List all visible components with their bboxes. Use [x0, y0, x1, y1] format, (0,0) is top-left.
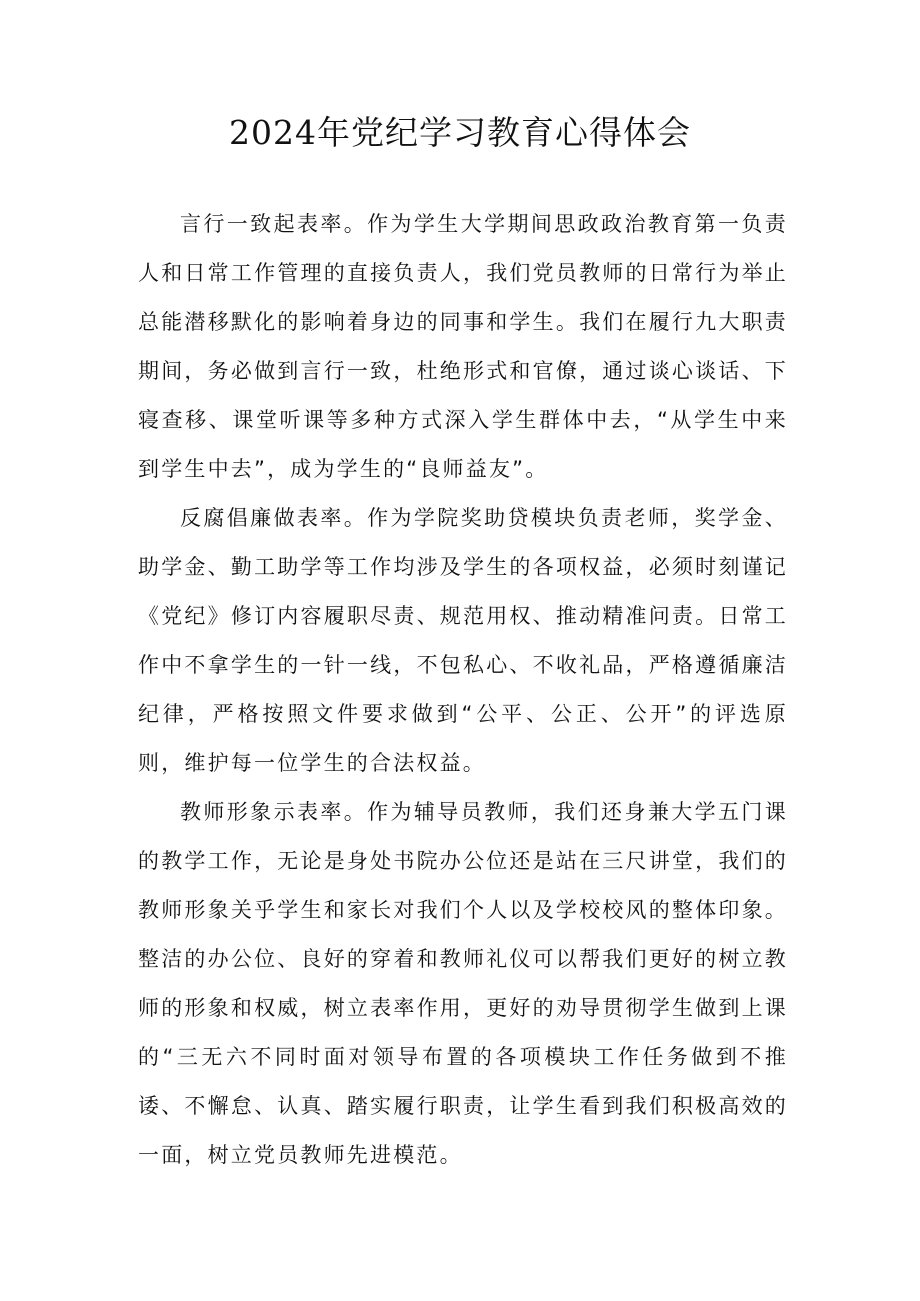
- paragraph-3: 教师形象示表率。作为辅导员教师，我们还身兼大学五门课的教学工作，无论是身处书院办公位还是站在三尺讲堂，我们的教师形象关乎学生和家长对我们个人以及学校校风的整体印象。整洁的办公位、良好的穿着和教师礼仪可以帮我们更好的树立教师的形象和权威，树立表率作用，更好的劝导贯彻学生做到上课的“三无六不同时面对领导布置的各项模块工作任务做到不推诿、不懈怠、认真、踏实履行职责，让学生看到我们积极高效的一面，树立党员教师先进模范。: [138, 800, 788, 1167]
- paragraph-1: 言行一致起表率。作为学生大学期间思政政治教育第一负责人和日常工作管理的直接负责人，我们党员教师的日常行为举止总能潜移默化的影响着身边的同事和学生。我们在履行九大职责期间，务必做到言行一致，杜绝形式和官僚，通过谈心谈话、下寝查移、课堂听课等多种方式深入学生群体中去，“从学生中来到学生中去”，成为学生的“良师益友”。: [138, 212, 788, 481]
- document-title: 2024年党纪学习教育心得体会: [229, 113, 691, 152]
- document-body: [138, 200, 788, 1180]
- paragraph-2: 反腐倡廉做表率。作为学院奖助贷模块负责老师，奖学金、助学金、勤工助学等工作均涉及学生的各项权益，必须时刻谨记《党纪》修订内容履职尽责、规范用权、推动精准问责。日常工作中不拿学生的一针一线，不包私心、不收礼品，严格遵循廉洁纪律，严格按照文件要求做到“公平、公正、公开”的评选原则，维护每一位学生的合法权益。: [138, 506, 788, 775]
